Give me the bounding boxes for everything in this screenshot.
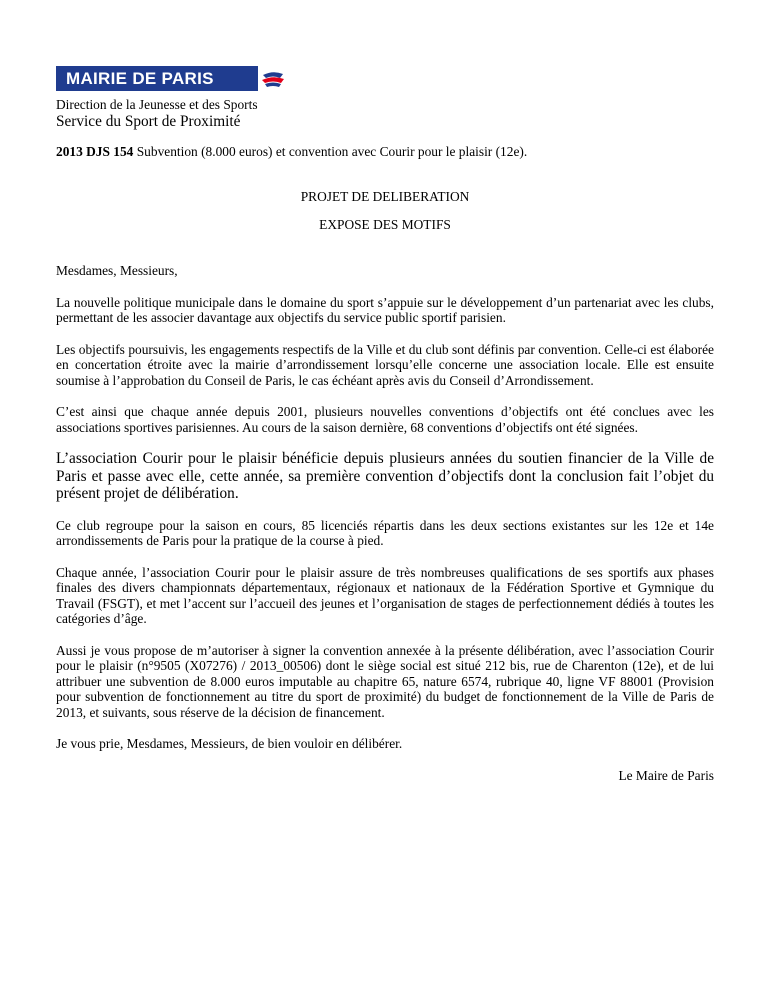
paragraph: C’est ainsi que chaque année depuis 2001, plusieurs nouvelles conventions d’objectifs ont été conclues avec les associations sportives parisiennes. Au cours de la saison dernière, 68 conventions d’objectifs ont été signées.: [56, 404, 714, 435]
salutation: Mesdames, Messieurs,: [56, 263, 178, 278]
paragraph: Aussi je vous propose de m’autoriser à signer la convention annexée à la présente délibération, avec l’association Courir pour le plaisir (n°9505 (X07276) / 2013_00506) dont le siège social est situé 212 bis, rue de Charenton (12e), et de lui attribuer une subvention de 8.000 euros imputable au chapitre 65, nature 6574, rubrique 40, ligne VF 88001 (Provision pour subvention de fonctionnement au titre du sport de proximité) du budget de fonctionnement de la Ville de Paris de 2013, et suivants, sous réserve de la décision de financement.: [56, 642, 714, 720]
reference-code: 2013 DJS 154: [56, 144, 134, 159]
reference-subject: Subvention (8.000 euros) et convention avec Courir pour le plaisir (12e).: [133, 144, 528, 159]
document-page: [56, 66, 714, 784]
paris-ship-icon: [258, 66, 288, 91]
mairie-de-paris-logo: [56, 66, 288, 91]
paragraph: Ce club regroupe pour la saison en cours, 85 licenciés répartis dans les deux sections existantes sur les 12e et 14e arrondissements de Paris pour la pratique de la course à pied.: [56, 517, 714, 548]
signature: Le Maire de Paris: [618, 767, 714, 783]
closing-paragraph: Je vous prie, Mesdames, Messieurs, de bien vouloir en délibérer.: [56, 736, 403, 751]
logo-text: MAIRIE DE PARIS: [66, 68, 214, 88]
service-name: Service du Sport de Proximité: [56, 113, 241, 130]
paragraph: La nouvelle politique municipale dans le domaine du sport s’appuie sur le développement d’un partenariat avec les clubs, permettant de les associer davantage aux objectifs du service public sportif parisien.: [56, 294, 714, 325]
expose-heading: EXPOSE DES MOTIFS: [319, 217, 451, 232]
paragraph: Les objectifs poursuivis, les engagements respectifs de la Ville et du club sont définis par convention. Celle-ci est élaborée en concertation étroite avec la mairie d’arrondissement lorsqu’elle concerne une association locale. Elle est ensuite soumise à l’approbation du Conseil de Paris, le cas échéant après avis du Conseil d’Arrondissement.: [56, 341, 714, 388]
department-name: Direction de la Jeunesse et des Sports: [56, 97, 258, 112]
paragraph: Chaque année, l’association Courir pour le plaisir assure de très nombreuses qualifications de ses sportifs aux phases finales des divers championnats départementaux, régionaux et nationaux de la Fédération Sportive et Gymnique du Travail (FSGT), et met l’accent sur l’accueil des jeunes et l’organisation de stages de perfectionnement dédiés à toutes les catégories d’âge.: [56, 564, 714, 626]
deliberation-reference: [56, 144, 714, 160]
paragraph: L’association Courir pour le plaisir bénéficie depuis plusieurs années du soutien financier de la Ville de Paris et passe avec elle, cette année, sa première convention d’objectifs dont la conclusion fait l’objet du présent projet de délibération.: [56, 450, 714, 502]
project-heading: PROJET DE DELIBERATION: [300, 189, 470, 204]
